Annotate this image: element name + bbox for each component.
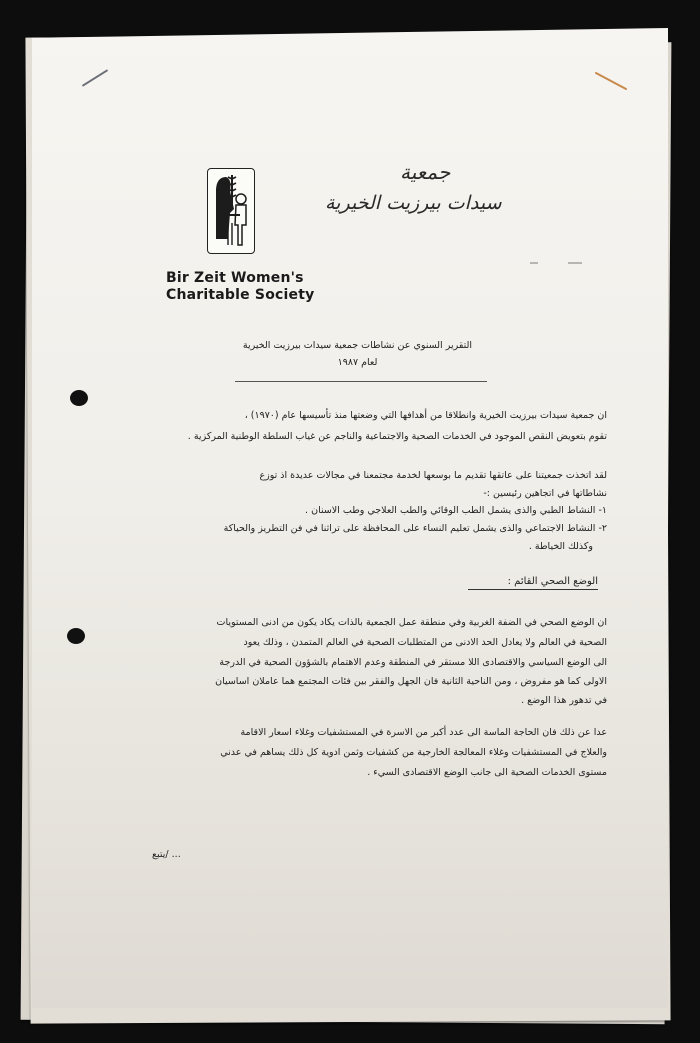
section-heading: الوضع الصحي القائم : [468,576,598,590]
woman-with-child-logo-icon [207,168,255,254]
paragraph-2-line-2: نشاطاتها في اتجاهين رئيسين :- [483,488,607,499]
faint-mark [568,262,582,264]
org-name-line1: Bir Zeit Women's [166,270,304,286]
document-page [32,28,668,1008]
section-paragraph-2-line-3: مستوى الخدمات الصحية الى جانب الوضع الاقتصادى السيء . [367,767,607,778]
paragraph-1-line-2: تقوم بتعويض النقص الموجود في الخدمات الصحية والاجتماعية والناجم عن غياب السلطة الوطنية المركزية . [187,431,607,442]
org-name-line2: Charitable Society [166,287,315,303]
section-paragraph-1-line-3: الى الوضع السياسي والاقتصادى اللا مستقر في المنطقة وعدم الاهتمام بالشؤون الصحية في الدرجة [219,657,607,668]
section-paragraph-2-line-1: عدا عن ذلك فان الحاجة الماسة الى عدد أكبر من الاسرة في المستشفيات وغلاء اسعار الاقامة [240,727,607,738]
faint-mark [530,262,538,264]
list-item-2: ٢- النشاط الاجتماعي والذى يشمل تعليم النساء على المحافظة على تراثنا في فن التطريز والحياكة [223,523,607,534]
section-paragraph-1-line-2: الصحية في العالم ولا يعادل الحد الادنى من المتطلبات الصحية في العالم المتمدن ، وذلك يعود [243,637,607,648]
report-year: لعام ١٩٨٧ [337,357,378,368]
list-item-2-continued: وكذلك الخياطة . [528,541,593,552]
punch-hole [70,390,88,406]
section-paragraph-1-line-5: في تدهور هذا الوضع . [521,695,607,706]
continued-marker: ... /يتبع [152,849,181,860]
report-title: التقرير السنوي عن نشاطات جمعية سيدات بيرزيت الخيرية [242,340,473,351]
punch-hole [67,628,85,644]
organization-name-english [166,270,314,304]
section-paragraph-2-line-2: والعلاج في المستشفيات وغلاء المعالجة الخارجية من كشفيات وثمن ادوية كل ذلك يساهم في عدني [220,747,607,758]
logo-graphic [208,169,254,253]
title-divider [235,381,487,382]
paragraph-2-line-1: لقد اتخذت جمعيتنا على عاتقها تقديم ما بوسعها لخدمة مجتمعنا في مجالات عديدة اذ توزع [259,470,607,481]
section-paragraph-1-line-1: ان الوضع الصحي في الضفة الغربية وفي منطقة عمل الجمعية بالذات يكاد يكون من ادنى المستويات [216,617,607,628]
organization-name-arabic-line1: جمعية [400,160,451,184]
section-paragraph-1-line-4: الاولى كما هو مفروض ، ومن الناحية الثانية فان الجهل والفقر بين فئات المجتمع هما عاملان اساسيان [215,676,607,687]
paragraph-1-line-1: ان جمعية سيدات بيرزيت الخيرية وانطلاقا من أهدافها التي وضعتها منذ تأسيسها عام (١٩٧٠) ، [244,410,607,421]
organization-name-arabic-line2: سيدات بيرزيت الخيرية [325,192,502,214]
list-item-1: ١- النشاط الطبي والذى يشمل الطب الوقائي والطب العلاجي وطب الاسنان . [305,505,607,516]
